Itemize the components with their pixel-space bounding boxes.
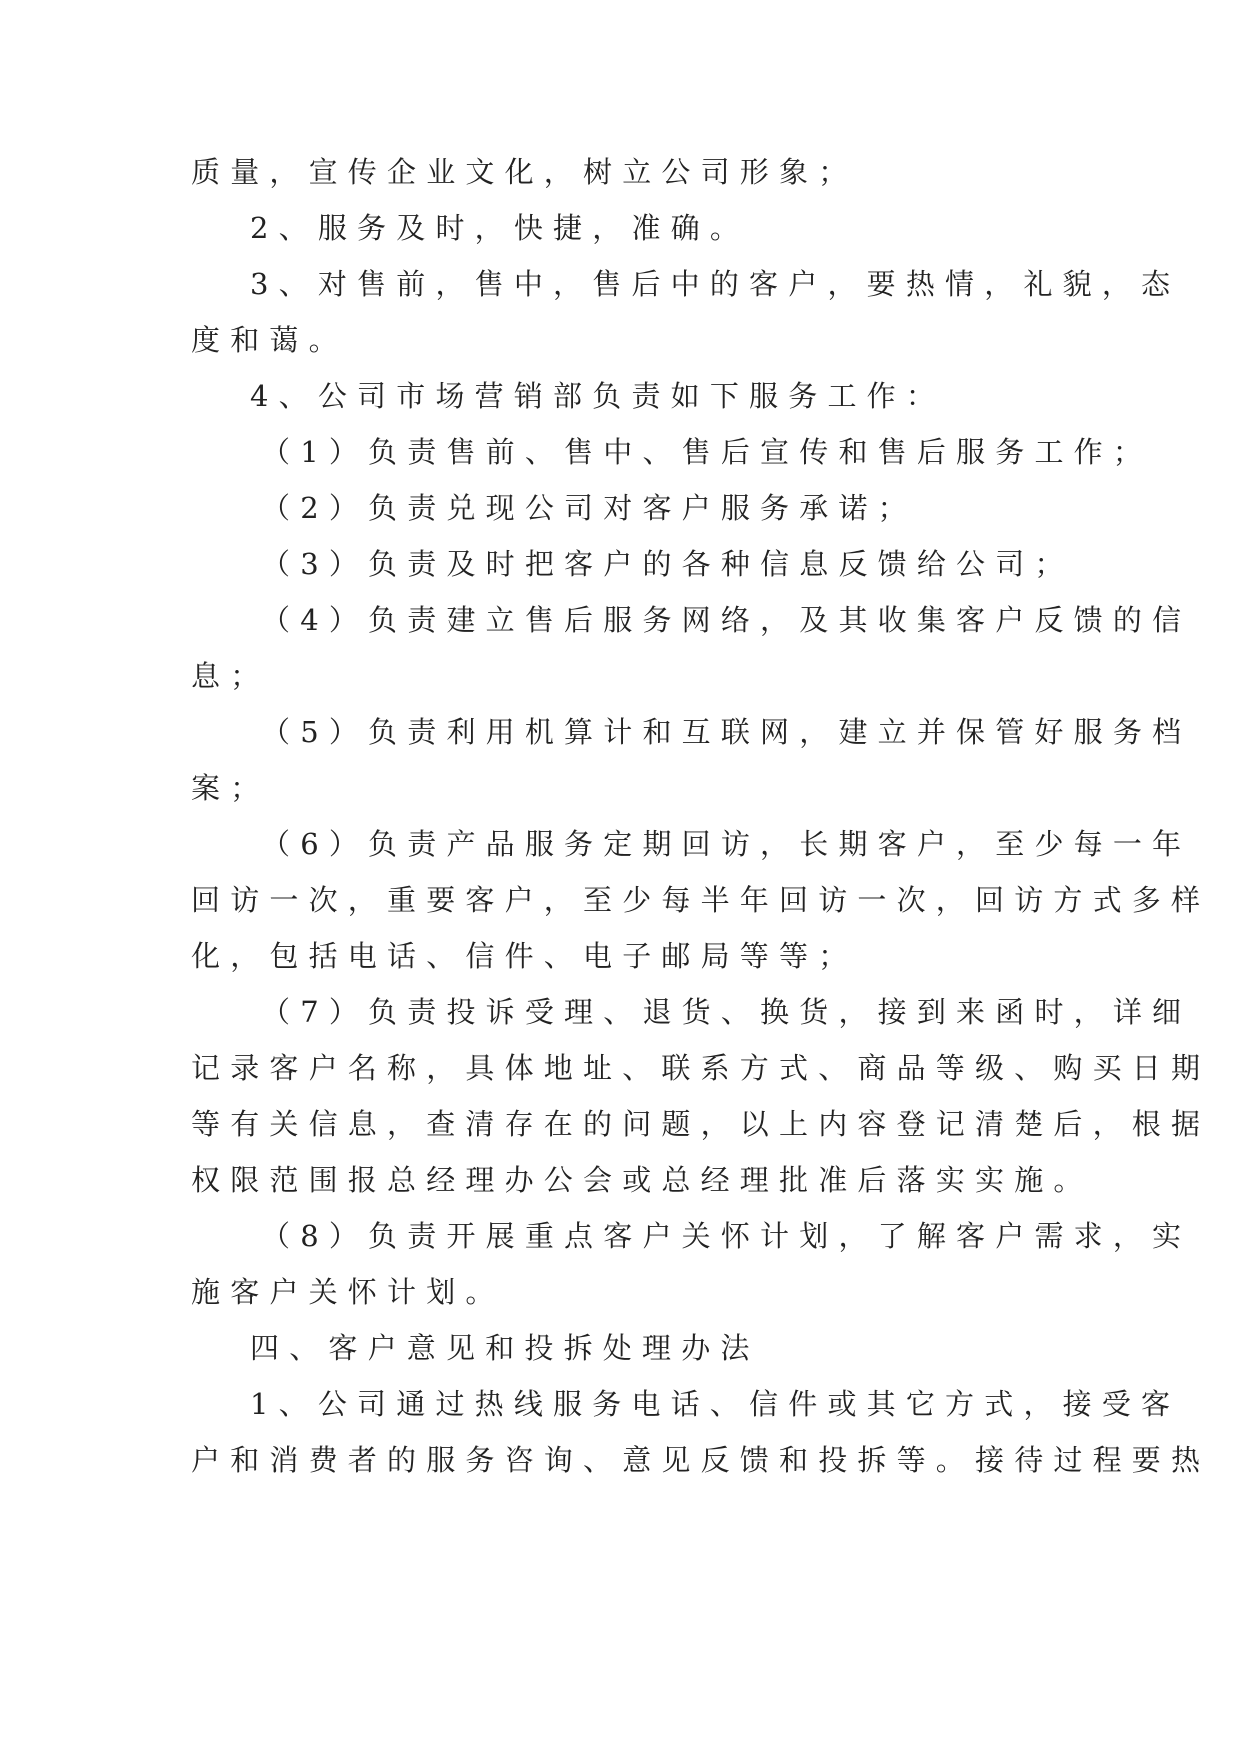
- text-line: （3）负责及时把客户的各种信息反馈给公司；: [261, 547, 1074, 581]
- text-line: 施客户关怀计划。: [191, 1275, 505, 1309]
- text-line: 户和消费者的服务咨询、意见反馈和投拆等。接待过程要热: [191, 1443, 1211, 1477]
- text-line: 3、对售前，售中，售后中的客户，要热情，礼貌，态: [250, 267, 1181, 301]
- text-line: （4）负责建立售后服务网络，及其收集客户反馈的信: [261, 603, 1192, 637]
- text-line: 案；: [191, 771, 270, 805]
- text-line: 度和蔼。: [191, 323, 348, 357]
- text-line: 质量，宣传企业文化，树立公司形象；: [191, 155, 858, 189]
- text-line: 记录客户名称，具体地址、联系方式、商品等级、购买日期: [191, 1051, 1211, 1085]
- text-line: 回访一次，重要客户，至少每半年回访一次，回访方式多样: [191, 883, 1211, 917]
- text-line: （8）负责开展重点客户关怀计划，了解客户需求，实: [261, 1219, 1192, 1253]
- text-line: 等有关信息，查清存在的问题，以上内容登记清楚后，根据: [191, 1107, 1211, 1141]
- text-line: 4、公司市场营销部负责如下服务工作：: [250, 379, 946, 413]
- text-line: （1）负责售前、售中、售后宣传和售后服务工作；: [261, 435, 1153, 469]
- text-line: （6）负责产品服务定期回访，长期客户，至少每一年: [261, 827, 1192, 861]
- text-line: 息；: [191, 659, 270, 693]
- text-line: 化，包括电话、信件、电子邮局等等；: [191, 939, 858, 973]
- text-line: （5）负责利用机算计和互联网，建立并保管好服务档: [261, 715, 1192, 749]
- text-line: （7）负责投诉受理、退货、换货，接到来函时，详细: [261, 995, 1192, 1029]
- text-line: 1、公司通过热线服务电话、信件或其它方式，接受客: [250, 1387, 1181, 1421]
- text-line: （2）负责兑现公司对客户服务承诺；: [261, 491, 917, 525]
- text-line: 权限范围报总经理办公会或总经理批准后落实实施。: [191, 1163, 1093, 1197]
- text-line: 2、服务及时，快捷，准确。: [250, 211, 750, 245]
- section-heading: 四、客户意见和投拆处理办法: [250, 1331, 760, 1365]
